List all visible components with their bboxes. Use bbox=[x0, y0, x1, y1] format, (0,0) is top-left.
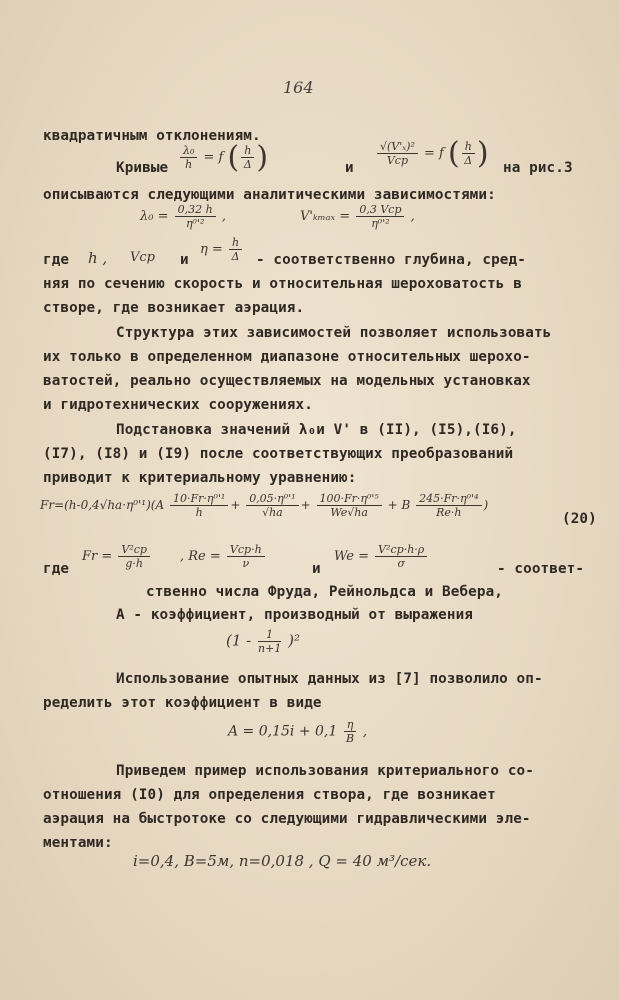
symbol-vcp: Vср bbox=[130, 250, 155, 265]
formula-a-coefficient: A = 0,15i + 0,1 $\frac{\eta}{B}$ , bbox=[228, 718, 368, 745]
formula-lambda-ratio: $\frac{\text{λ₀}}{h}$ = f ( $\frac{h}{\Delta}$ ) bbox=[178, 140, 268, 175]
formula-weber: We = $\frac{\text{V²ср·h·ρ}}{\sigma}$ bbox=[334, 543, 429, 570]
text-line: - соответственно глубина, сред- bbox=[256, 252, 526, 268]
formula-eta: η = $\frac{h}{\Delta}$ bbox=[200, 236, 244, 263]
text-line: их только в определенном диапазоне относительных шерохо- bbox=[43, 349, 531, 365]
text-line: отношения (I0) для определения створа, где возникает bbox=[43, 787, 496, 803]
text-line: (I7), (I8) и (I9) после соответствующих преобразований bbox=[43, 446, 514, 462]
text-line: Приведем пример использования критериального со- bbox=[116, 763, 534, 779]
text-line: А - коэффициент, производный от выражения bbox=[116, 607, 474, 623]
equation-number: (20) bbox=[562, 511, 597, 527]
text-line: приводит к критериальному уравнению: bbox=[43, 470, 357, 486]
text-line: няя по сечению скорость и относительная шероховатость в bbox=[43, 276, 522, 292]
text-line: и гидротехнических сооружениях. bbox=[43, 397, 313, 413]
text-line: где bbox=[43, 561, 70, 577]
text-line: квадратичным отклонениям. bbox=[43, 128, 261, 144]
text-line: описываются следующими аналитическими зависимостями: bbox=[43, 187, 496, 203]
text-line: ватостей, реально осуществляемых на модельных установках bbox=[43, 373, 531, 389]
text-line: на рис.3 bbox=[503, 160, 573, 176]
formula-reynolds: , Re = $\frac{\text{Vср·h}}{\nu}$ bbox=[180, 543, 267, 570]
text-line: Кривые bbox=[116, 160, 169, 176]
formula-expression: (1 - $\frac{1}{n+1}$ )² bbox=[226, 628, 300, 655]
formula-froude: Fr = $\frac{\text{V²ср}}{g\cdot h}$ bbox=[82, 543, 152, 570]
text-line: где bbox=[43, 252, 70, 268]
text-line: Использование опытных данных из [7] позволило оп- bbox=[116, 671, 543, 687]
text-line: Подстановка значений λ₀и V' в (II), (I5),(I6), bbox=[116, 422, 517, 438]
text-line: и bbox=[180, 252, 189, 268]
text-line: ственно числа Фруда, Рейнольдса и Вебера, bbox=[146, 584, 504, 600]
formula-vkmax: V'ₖₘₐₓ = $\frac{\text{0,3 Vср}}{\text{η⁰'²}}$ , bbox=[300, 203, 415, 230]
text-line: и bbox=[312, 561, 321, 577]
text-line: - соответ- bbox=[497, 561, 585, 577]
page-number: 164 bbox=[283, 78, 314, 97]
text-line: аэрация на быстротоке со следующими гидравлическими эле- bbox=[43, 811, 531, 827]
criterial-equation: Fr=(h-0,4√hа·η⁰'¹)(A $\frac{\text{10·Fr·η⁰'¹}}{h}$ + $\frac{\text{0,05·η⁰'¹}}{√hа}$ + $\frac{\text{100·Fr·η⁰'⁵}}{We√hа}$ + B $\frac{\text{245·Fr·η⁰'⁴}}{Re\cdot h}$ ) bbox=[40, 492, 489, 519]
text-line: створе, где возникает аэрация. bbox=[43, 300, 305, 316]
text-line: Структура этих зависимостей позволяет использовать bbox=[116, 325, 552, 341]
formula-parameters: i=0,4, B=5м, n=0,018 , Q = 40 м³/сек. bbox=[133, 852, 432, 870]
formula-lambda0: λ₀ = $\frac{0,32 h}{\text{η⁰'²}}$ , bbox=[140, 203, 226, 230]
symbol-h: h , bbox=[88, 249, 108, 267]
text-line: ределить этот коэффициент в виде bbox=[43, 695, 322, 711]
text-line: и bbox=[345, 160, 354, 176]
text-line: ментами: bbox=[43, 835, 113, 851]
formula-velocity-ratio: $\frac{\text{√(V'ₓ)²}}{\text{Vср}}$ = f ( $\frac{h}{\Delta}$ ) bbox=[375, 136, 489, 171]
